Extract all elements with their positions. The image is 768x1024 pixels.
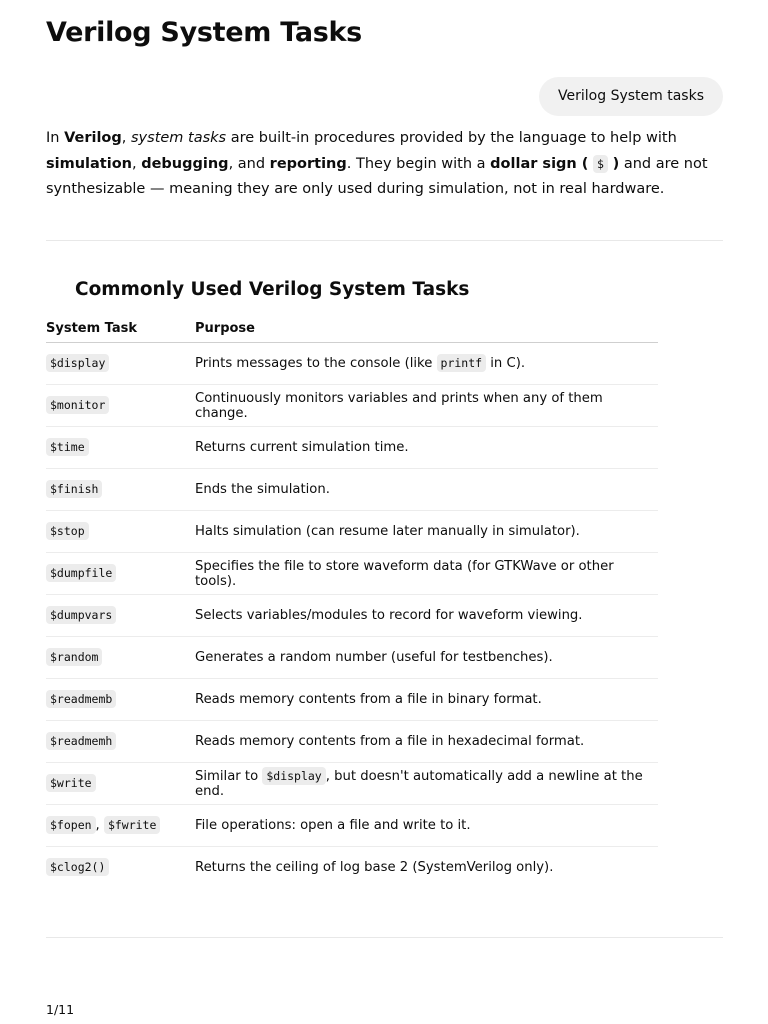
table-row <box>46 343 658 385</box>
topic-chip[interactable]: Verilog System tasks <box>539 77 723 116</box>
table-header-row <box>46 314 658 343</box>
divider <box>46 937 723 938</box>
task-cell <box>46 511 195 553</box>
task-code: $write <box>46 774 96 792</box>
purpose-cell: Continuously monitors variables and prints when any of them change. <box>195 385 658 427</box>
task-cell: $fopen , $fwrite <box>46 805 195 847</box>
purpose-cell: Ends the simulation. <box>195 469 658 511</box>
inline-code: $display <box>262 767 325 785</box>
table-row <box>46 637 658 679</box>
task-code: $fwrite <box>104 816 160 834</box>
purpose-cell: Reads memory contents from a file in binary format. <box>195 679 658 721</box>
column-header-system-task: System Task <box>46 314 195 343</box>
inline-code: $ <box>593 155 608 173</box>
table-row <box>46 847 658 889</box>
purpose-cell: Selects variables/modules to record for waveform viewing. <box>195 595 658 637</box>
task-cell <box>46 679 195 721</box>
task-code: $stop <box>46 522 89 540</box>
table-row <box>46 385 658 427</box>
purpose-cell: Returns the ceiling of log base 2 (SystemVerilog only). <box>195 860 554 875</box>
task-code: $readmemh <box>46 732 116 750</box>
table-row <box>46 595 658 637</box>
task-cell <box>46 343 195 385</box>
inline-code: printf <box>437 354 487 372</box>
table-row <box>46 721 658 763</box>
purpose-cell: Prints messages to the console (like printf in C). <box>195 343 658 385</box>
task-cell <box>46 595 195 637</box>
table-row <box>46 679 658 721</box>
purpose-cell: Halts simulation (can resume later manually in simulator). <box>195 511 658 553</box>
task-cell <box>46 721 195 763</box>
task-code: $random <box>46 648 102 666</box>
page-title: Verilog System Tasks <box>46 17 362 48</box>
table-row <box>46 805 658 847</box>
table-row <box>46 511 658 553</box>
purpose-cell: File operations: open a file and write to it. <box>195 805 658 847</box>
task-cell <box>46 637 195 679</box>
purpose-cell: Specifies the file to store waveform data (for GTKWave or other tools). <box>195 553 658 595</box>
task-code: $clog2() <box>46 858 109 876</box>
page-indicator: 1/11 <box>46 1002 75 1017</box>
task-code: $display <box>46 354 109 372</box>
task-code: $dumpfile <box>46 564 116 582</box>
purpose-cell: Generates a random number (useful for testbenches). <box>195 637 658 679</box>
task-code: $readmemb <box>46 690 116 708</box>
task-cell <box>46 763 195 805</box>
task-cell <box>46 427 195 469</box>
task-code: $fopen <box>46 816 96 834</box>
table-row <box>46 427 658 469</box>
task-cell <box>46 385 195 427</box>
divider <box>46 240 723 241</box>
task-code: $dumpvars <box>46 606 116 624</box>
table-row <box>46 763 658 805</box>
table-row <box>46 553 658 595</box>
task-code: $finish <box>46 480 102 498</box>
system-tasks-table <box>46 314 658 888</box>
table-row <box>46 469 658 511</box>
task-cell <box>46 469 195 511</box>
task-cell <box>46 553 195 595</box>
purpose-cell: Returns current simulation time. <box>195 427 658 469</box>
task-cell <box>46 847 195 889</box>
section-heading: Commonly Used Verilog System Tasks <box>75 279 470 300</box>
column-header-purpose: Purpose <box>195 314 658 343</box>
purpose-cell: Reads memory contents from a file in hexadecimal format. <box>195 721 658 763</box>
purpose-cell: Similar to $display , but doesn't automatically add a newline at the end. <box>195 763 658 805</box>
task-code: $time <box>46 438 89 456</box>
intro-paragraph: In Verilog, system tasks are built-in procedures provided by the language to help with simulation, debugging, and reporting. They begin with a dollar sign ( $ ) and are not synthesizable — meaning they are only used during simulation, not in real hardware. <box>46 130 708 197</box>
task-code: $monitor <box>46 396 109 414</box>
